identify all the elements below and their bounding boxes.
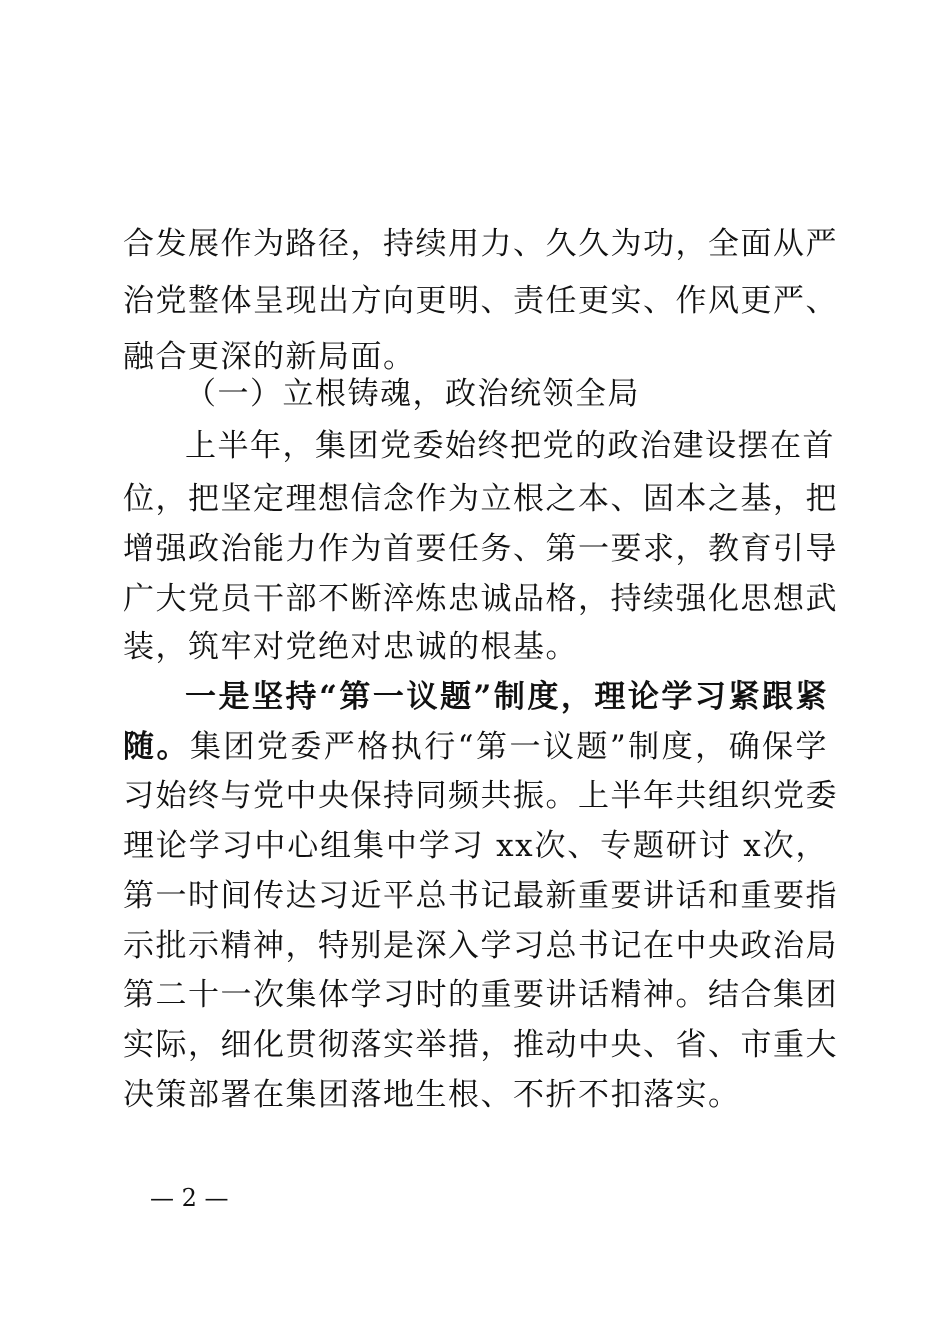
body-text-line: 第二十一次集体学习时的重要讲话精神。结合集团 [123,977,838,1013]
point-one-text: 集团党委严格执行“第一议题”制度，确保学 [189,729,828,765]
body-text-line: 实际，细化贯彻落实举措，推动中央、省、市重大 [123,1027,838,1063]
body-text-line: 决策部署在集团落地生根、不折不扣落实。 [123,1077,741,1113]
body-text-line: 上半年，集团党委始终把党的政治建设摆在首 [185,428,835,464]
body-text-line: 融合更深的新局面。 [123,339,416,375]
body-text-line: 示批示精神，特别是深入学习总书记在中央政治局 [123,928,838,964]
page-number: — 2 — [150,1184,229,1212]
point-one-heading-end: 随。 [123,729,190,765]
point-one-first-line [123,729,828,765]
body-text-line: 装，筑牢对党绝对忠诚的根基。 [123,629,578,665]
body-text-line: 广大党员干部不断淬炼忠诚品格，持续强化思想武 [123,581,838,617]
body-text-line: 增强政治能力作为首要任务、第一要求，教育引导 [123,531,838,567]
body-text-line: 第一时间传达习近平总书记最新重要讲话和重要指 [123,878,838,914]
body-text-line: 合发展作为路径，持续用力、久久为功，全面从严 [123,226,838,262]
section-heading: （一）立根铸魂，政治统领全局 [185,376,640,412]
body-text-line: 理论学习中心组集中学习 xx次、专题研讨 x次， [123,828,828,864]
body-text-line: 治党整体呈现出方向更明、责任更实、作风更严、 [123,283,838,319]
body-text-line: 位，把坚定理想信念作为立根之本、固本之基，把 [123,481,838,517]
point-one-heading: 一是坚持“第一议题”制度，理论学习紧跟紧 [185,679,828,715]
body-text-line: 习始终与党中央保持同频共振。上半年共组织党委 [123,778,838,814]
